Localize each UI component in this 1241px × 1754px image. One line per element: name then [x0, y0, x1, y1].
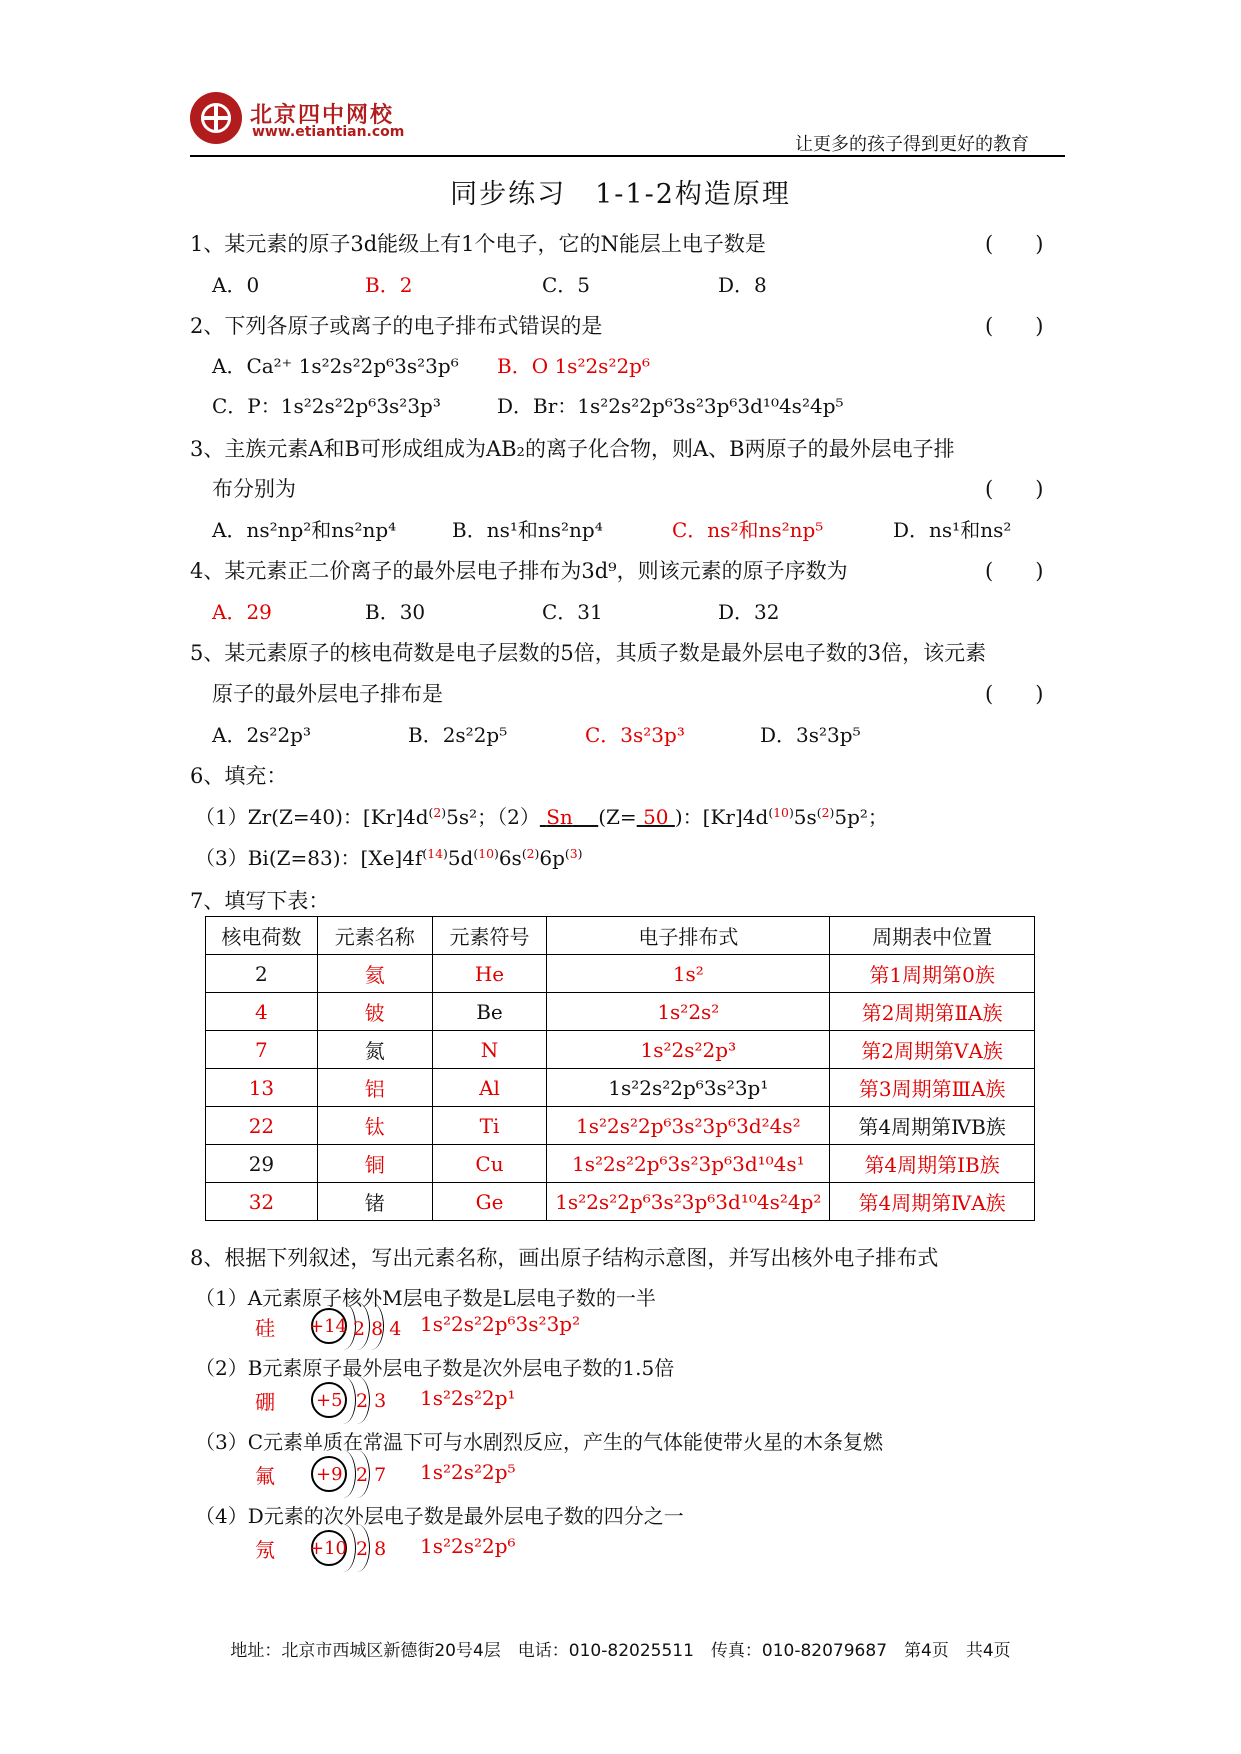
table-row [206, 955, 1035, 993]
q6-line2: （3）Bi(Z=83)：$[Xe]4f^{(14)}5d^{(10)}6s^{(2)}6p^{(3)}$ [195, 846, 583, 870]
table-cell: N [432, 1031, 547, 1069]
q7-stem: 7、填写下表： [190, 889, 330, 913]
table-cell: 1s² [547, 955, 830, 993]
q5-stem-line1: 5、某元素原子的核电荷数是电子层数的5倍，其质子数是最外层电子数的3倍，该元素 [190, 641, 987, 665]
table-cell: 1s²2s²2p⁶3s²3p⁶3d²4s² [547, 1107, 830, 1145]
q8-stem: 8、根据下列叙述，写出元素名称，画出原子结构示意图，并写出核外电子排布式 [190, 1246, 939, 1270]
table-header: 元素名称 [317, 917, 432, 955]
q6-l1-text-e: 5s [793, 805, 817, 829]
q1-paren: ( ) [985, 232, 1044, 256]
table-cell: 第4周期第ⅠB族 [830, 1145, 1035, 1183]
table-cell: Al [432, 1069, 547, 1107]
table-header: 周期表中位置 [830, 917, 1035, 955]
table-header: 电子排布式 [547, 917, 830, 955]
q8-3-config: 1s²2s²2p⁵ [420, 1460, 516, 1484]
table-cell: 1s²2s²2p³ [547, 1031, 830, 1069]
q8-3-text: （3）C元素单质在常温下可与水剧烈反应，产生的气体能使带火星的木条复燃 [195, 1430, 884, 1454]
q2-opt-d: D．Br：1s²2s²2p⁶3s²3p⁶3d¹⁰4s²4p⁵ [497, 394, 844, 418]
table-row [206, 1183, 1035, 1221]
logo-name: 北京四中网校 [250, 103, 395, 128]
table-header: 核电荷数 [206, 917, 318, 955]
table-cell: 1s²2s² [547, 993, 830, 1031]
q8-1-text: （1）A元素原子核外M层电子数是L层电子数的一半 [195, 1286, 656, 1310]
table-cell: 钛 [317, 1107, 432, 1145]
table-cell: 第4周期第ⅣB族 [830, 1107, 1035, 1145]
q3-opt-a: A．ns²np²和ns²np⁴ [212, 518, 397, 542]
q6-fill-sn-5s: 2 [821, 805, 830, 821]
table-cell: Be [432, 993, 547, 1031]
slogan: 让更多的孩子得到更好的教育 [795, 134, 1029, 155]
table-row [206, 1031, 1035, 1069]
table-cell: 铜 [317, 1145, 432, 1183]
q4-opt-a: A．29 [212, 600, 272, 624]
table-cell: 第3周期第ⅢA族 [830, 1069, 1035, 1107]
q6-l1-text-a: （1）Zr(Z=40)：[Kr]4d [195, 805, 429, 829]
q2-opt-a: A．Ca²⁺ 1s²2s²2p⁶3s²3p⁶ [212, 354, 459, 378]
q6-line1: （1）Zr(Z=40)：$[Kr]4d^{(2)}5s^2$；（2） Sn (Z= 50 )：$[Kr]4d^{(10)}5s^{(2)}5p^2$； [195, 805, 888, 829]
element-table [205, 916, 1035, 1221]
q5-opt-c: C．3s²3p³ [585, 723, 685, 747]
table-cell: 第2周期第ⅤA族 [830, 1031, 1035, 1069]
table-cell: 1s²2s²2p⁶3s²3p⁶3d¹⁰4s²4p² [547, 1183, 830, 1221]
q3-opt-b: B．ns¹和ns²np⁴ [452, 518, 603, 542]
header-divider [190, 155, 1065, 157]
table-cell: 1s²2s²2p⁶3s²3p⁶3d¹⁰4s¹ [547, 1145, 830, 1183]
table-row [206, 1145, 1035, 1183]
table-cell: 铍 [317, 993, 432, 1031]
q3-paren: ( ) [985, 477, 1044, 501]
q4-opt-b: B．30 [365, 600, 426, 624]
table-cell: 第2周期第ⅡA族 [830, 993, 1035, 1031]
q6-l1-text-c: (Z= [598, 805, 637, 829]
q8-1-nucleus: +14 [309, 1316, 347, 1337]
q5-opt-a: A．2s²2p³ [212, 723, 311, 747]
q6-fill-bi-5d: 10 [478, 846, 494, 862]
q3-opt-c: C．ns²和ns²np⁵ [672, 518, 824, 542]
q3-stem-line2: 布分别为 [212, 477, 296, 501]
q6-l2-text-b: 5d [447, 846, 474, 870]
table-cell: 32 [206, 1183, 318, 1221]
table-cell: 锗 [317, 1183, 432, 1221]
logo-mark-icon [201, 103, 231, 133]
q6-fill-z: 50 [643, 805, 669, 829]
q4-opt-c: C．31 [542, 600, 603, 624]
q2-opt-c: C．P：1s²2s²2p⁶3s²3p³ [212, 394, 441, 418]
table-cell: 第4周期第ⅣA族 [830, 1183, 1035, 1221]
q8-4-config: 1s²2s²2p⁶ [420, 1534, 516, 1558]
q5-opt-b: B．2s²2p⁵ [408, 723, 508, 747]
footer: 地址：北京市西城区新德街20号4层 电话：010-82025511 传真：010-82079687 第4页 共4页 [230, 1641, 1011, 1661]
table-row [206, 1069, 1035, 1107]
q8-1-shells: 2 8 4 [353, 1318, 402, 1340]
q6-fill-zr-4d: 2 [433, 805, 442, 821]
q6-l2-text-c: 6s [498, 846, 522, 870]
q8-4-name: 氖 [255, 1538, 275, 1562]
q6-fill-symbol: Sn [546, 805, 573, 829]
q8-2-config: 1s²2s²2p¹ [420, 1386, 516, 1410]
q1-opt-c: C．5 [542, 273, 591, 297]
q6-fill-bi-4f: 14 [427, 846, 443, 862]
table-cell: 氮 [317, 1031, 432, 1069]
q1-opt-a: A．0 [212, 273, 260, 297]
table-cell: Cu [432, 1145, 547, 1183]
logo-url: www.etiantian.com [252, 124, 405, 140]
table-cell: 29 [206, 1145, 318, 1183]
q8-3-shells: 2 7 [356, 1464, 387, 1486]
table-header: 元素符号 [432, 917, 547, 955]
table-row [206, 993, 1035, 1031]
q1-opt-b: B．2 [365, 273, 413, 297]
table-cell: 1s²2s²2p⁶3s²3p¹ [547, 1069, 830, 1107]
q6-l1-text-d: )：[Kr]4d [674, 805, 769, 829]
table-cell: 13 [206, 1069, 318, 1107]
table-cell: Ti [432, 1107, 547, 1145]
q8-3-name: 氟 [255, 1464, 275, 1488]
q6-fill-sn-4d: 10 [773, 805, 789, 821]
q6-l1-text-f: 5p²； [834, 805, 888, 829]
table-cell: 铝 [317, 1069, 432, 1107]
q8-4-shells: 2 8 [356, 1538, 387, 1560]
q1-opt-d: D．8 [718, 273, 767, 297]
q8-4-text: （4）D元素的次外层电子数是最外层电子数的四分之一 [195, 1504, 684, 1528]
q4-stem: 4、某元素正二价离子的最外层电子排布为3d⁹，则该元素的原子序数为 [190, 559, 848, 583]
table-header-row [206, 917, 1035, 955]
q8-3-nucleus: +9 [316, 1464, 343, 1485]
q8-4-nucleus: +10 [309, 1538, 347, 1559]
q5-paren: ( ) [985, 682, 1044, 706]
q1-stem: 1、某元素的原子3d能级上有1个电子，它的N能层上电子数是 [190, 232, 766, 256]
q5-stem-line2: 原子的最外层电子排布是 [212, 682, 443, 706]
table-cell: 7 [206, 1031, 318, 1069]
q4-paren: ( ) [985, 559, 1044, 583]
table-cell: 4 [206, 993, 318, 1031]
q6-fill-bi-6s: 2 [526, 846, 535, 862]
table-cell: Ge [432, 1183, 547, 1221]
q5-opt-d: D．3s²3p⁵ [760, 723, 861, 747]
q2-paren: ( ) [985, 314, 1044, 338]
table-cell: 第1周期第0族 [830, 955, 1035, 993]
q3-stem-line1: 3、主族元素A和B可形成组成为AB₂的离子化合物，则A、B两原子的最外层电子排 [190, 437, 955, 461]
q2-opt-b: B．O 1s²2s²2p⁶ [497, 354, 651, 378]
q4-opt-d: D．32 [718, 600, 780, 624]
table-cell: 2 [206, 955, 318, 993]
q8-2-shells: 2 3 [356, 1390, 387, 1412]
q6-l2-text-a: （3）Bi(Z=83)：[Xe]4f [195, 846, 423, 870]
q2-stem: 2、下列各原子或离子的电子排布式错误的是 [190, 314, 603, 338]
q6-fill-bi-6p: 3 [569, 846, 578, 862]
q8-2-text: （2）B元素原子最外层电子数是次外层电子数的1.5倍 [195, 1356, 675, 1380]
q8-1-name: 硅 [255, 1316, 275, 1340]
page-title: 同步练习 1-1-2构造原理 [450, 179, 791, 210]
q3-opt-d: D．ns¹和ns² [893, 518, 1012, 542]
q8-2-nucleus: +5 [316, 1390, 343, 1411]
q8-1-config: 1s²2s²2p⁶3s²3p² [420, 1312, 581, 1336]
q6-l2-text-d: 6p [539, 846, 565, 870]
table-row [206, 1107, 1035, 1145]
table-cell: 22 [206, 1107, 318, 1145]
q6-stem: 6、填充： [190, 764, 288, 788]
table-cell: 氦 [317, 955, 432, 993]
table-cell: He [432, 955, 547, 993]
q6-l1-text-b: 5s²；（2） [446, 805, 540, 829]
q8-2-name: 硼 [255, 1390, 275, 1414]
